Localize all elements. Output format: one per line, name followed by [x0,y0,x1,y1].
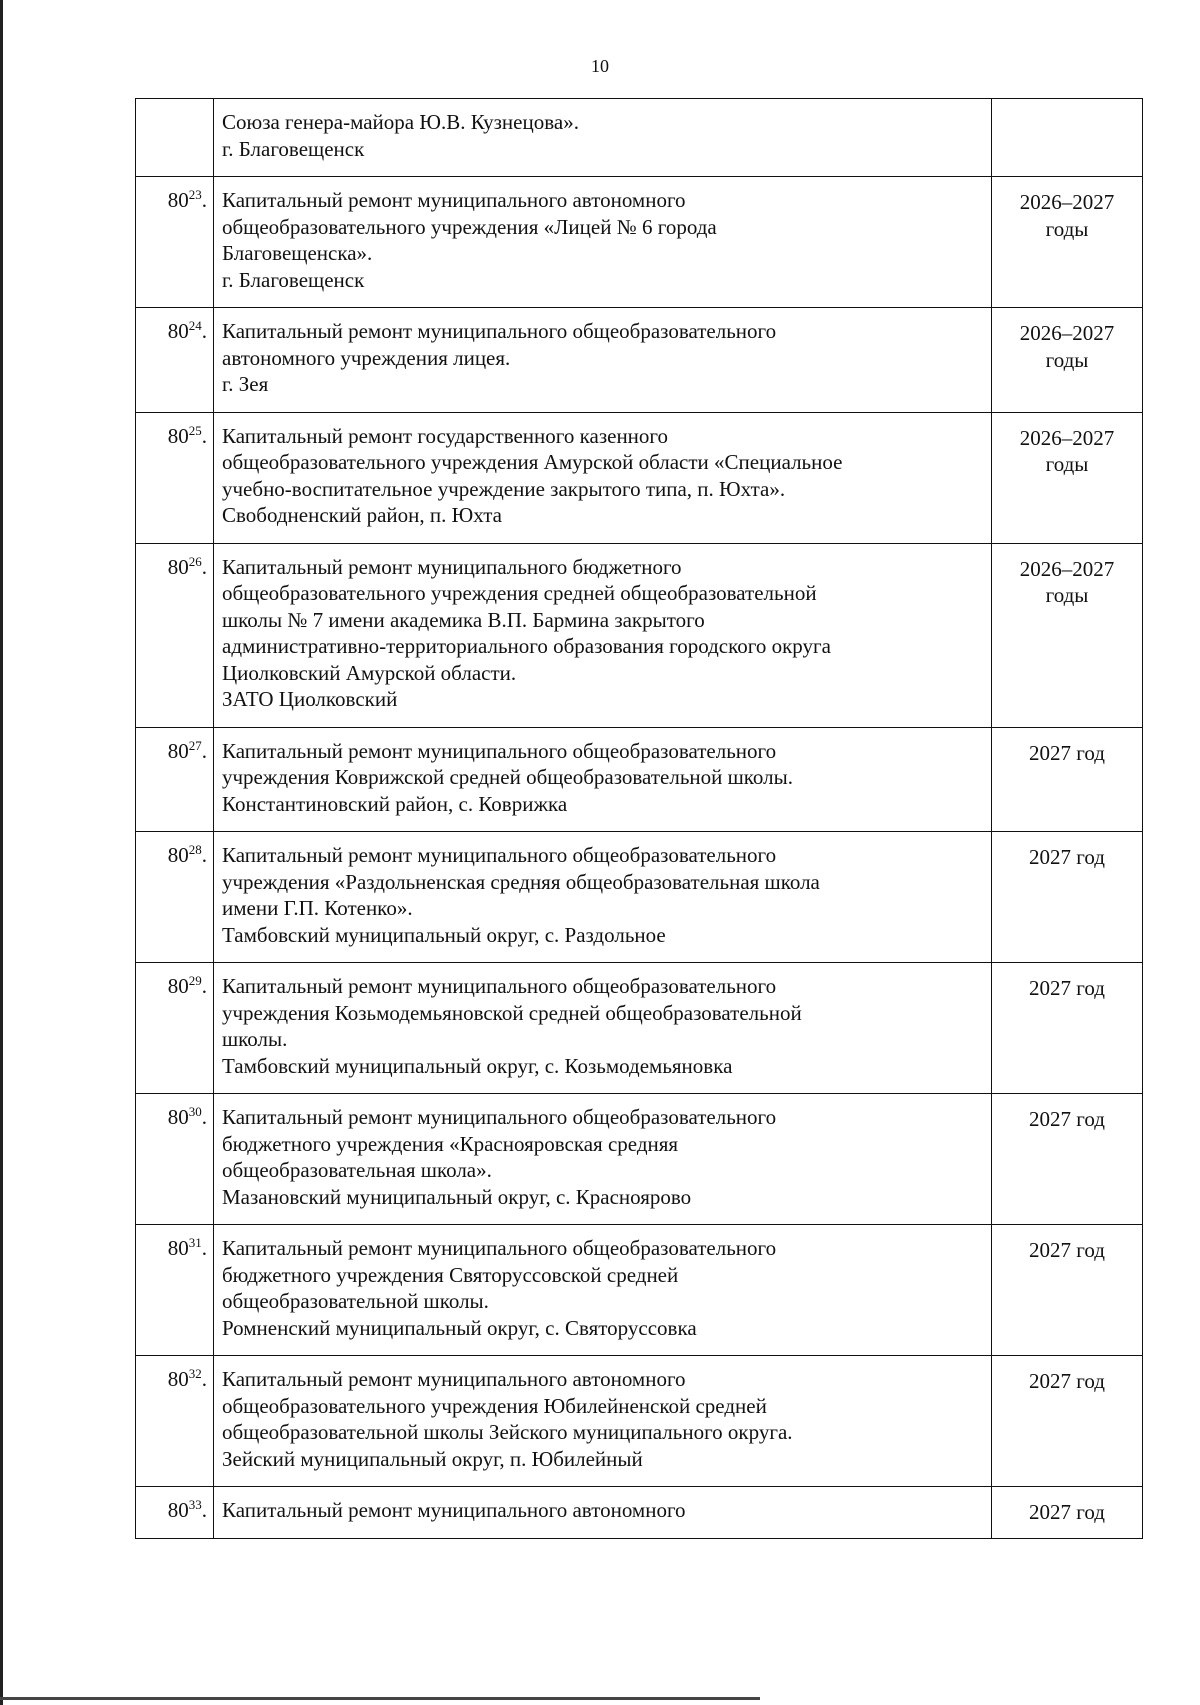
row-number-dot: . [201,1236,207,1260]
row-number-dot: . [201,843,207,867]
description-line: общеобразовательного учреждения средней общеобразовательной [222,581,817,605]
row-number-base: 80 [167,188,189,212]
row-number [136,727,214,832]
description-line: общеобразовательного учреждения «Лицей № 6 города [222,214,717,239]
table-row [136,1356,1143,1487]
description-line: Капитальный ремонт муниципального общеобразовательного [222,738,777,763]
work-term [992,1487,1143,1539]
description-line: Благовещенска». [222,241,373,265]
table-row [136,177,1143,308]
description-line: Союза генера-майора Ю.В. Кузнецова». [222,110,579,134]
row-number-superscript: 26 [188,553,202,569]
table-row [136,963,1143,1094]
row-number-base: 80 [167,738,189,763]
scan-left-edge [0,0,3,1705]
table-row [136,1094,1143,1225]
work-term [992,177,1143,308]
term-line: годы [1045,583,1089,607]
row-number-superscript: 32 [188,1366,202,1381]
description-line: г. Благовещенск [222,267,365,292]
row-number [136,1094,214,1225]
work-term [992,412,1143,543]
description-line: г. Зея [222,372,269,396]
row-number-dot: . [201,1367,207,1391]
term-line: 2027 год [1029,1369,1105,1393]
term-line: 2026–2027 [1019,321,1115,345]
term-line: годы [1045,347,1089,372]
row-number-dot: . [201,554,207,579]
description-line: общеобразовательного учреждения Амурской области «Специальное [222,450,843,474]
row-number-superscript: 27 [188,737,202,753]
term-line: 2027 год [1029,1238,1105,1262]
row-number [136,308,214,413]
description-line: Тамбовский муниципальный округ, с. Козьмодемьяновка [222,1053,733,1078]
work-term [992,1356,1143,1487]
work-term [992,308,1143,413]
work-description [214,1225,992,1356]
term-line: годы [1045,216,1089,241]
row-number-base: 80 [167,423,189,448]
work-description [214,727,992,832]
description-line: общеобразовательная школа». [222,1158,492,1182]
term-line: 2026–2027 [1019,556,1115,581]
description-line: общеобразовательного учреждения Юбилейненской средней [222,1393,767,1418]
description-line: бюджетного учреждения «Краснояровская средняя [222,1131,679,1156]
row-number-dot: . [201,974,207,998]
term-line: 2027 год [1029,845,1105,869]
row-number-base: 80 [167,554,189,579]
description-line: Ромненский муниципальный округ, с. Святоруссовка [222,1315,697,1340]
description-line: Капитальный ремонт муниципального автономного [222,188,686,212]
description-line: учреждения Козьмодемьяновской средней общеобразовательной [222,1000,802,1025]
row-number-base: 80 [167,1105,189,1129]
description-line: бюджетного учреждения Святоруссовской средней [222,1262,679,1287]
row-number [136,1487,214,1539]
description-line: Капитальный ремонт муниципального автономного [222,1367,686,1391]
row-number [136,412,214,543]
row-number [136,99,214,177]
description-line: школы. [222,1027,288,1051]
description-line: Капитальный ремонт муниципального бюджетного [222,554,682,579]
term-line: 2027 год [1029,1107,1105,1131]
work-term [992,727,1143,832]
row-number [136,1356,214,1487]
description-line: Капитальный ремонт муниципального общеобразовательного [222,843,777,867]
table-row [136,832,1143,963]
term-line: 2026–2027 [1019,190,1115,214]
row-number-dot: . [201,319,207,343]
work-term [992,1225,1143,1356]
work-term [992,543,1143,727]
description-line: учебно-воспитательное учреждение закрытого типа, п. Юхта». [222,476,786,501]
work-description [214,412,992,543]
row-number-base: 80 [167,974,189,998]
description-line: Капитальный ремонт муниципального автономного [222,1498,686,1522]
row-number-superscript: 23 [188,187,202,202]
row-number-superscript: 30 [188,1104,202,1119]
description-line: школы № 7 имени академика В.П. Бармина закрытого [222,607,705,632]
table-row [136,727,1143,832]
description-line: автономного учреждения лицея. [222,345,511,370]
table-row [136,1225,1143,1356]
row-number-base: 80 [167,1498,189,1522]
description-line: Капитальный ремонт государственного казенного [222,423,669,448]
row-number-superscript: 33 [188,1497,202,1512]
table-row [136,543,1143,727]
description-line: Свободненский район, п. Юхта [222,503,502,527]
description-line: ЗАТО Циолковский [222,687,398,711]
row-number-superscript: 29 [188,973,202,988]
term-line: 2026–2027 [1019,425,1115,450]
row-number-dot: . [201,738,207,763]
row-number-superscript: 28 [188,842,202,857]
description-line: имени Г.П. Котенко». [222,896,413,920]
row-number-superscript: 31 [188,1235,202,1250]
description-line: Зейский муниципальный округ, п. Юбилейный [222,1446,643,1471]
description-line: учреждения «Раздольненская средняя общеобразовательная школа [222,869,820,894]
table-row [136,412,1143,543]
work-description [214,1094,992,1225]
description-line: Мазановский муниципальный округ, с. Красноярово [222,1184,692,1209]
row-number [136,177,214,308]
description-line: Тамбовский муниципальный округ, с. Раздольное [222,922,666,947]
description-line: общеобразовательной школы Зейского муниципального округа. [222,1420,793,1444]
table-row [136,99,1143,177]
work-description [214,963,992,1094]
row-number-dot: . [201,423,207,448]
row-number-dot: . [201,1105,207,1129]
description-line: г. Благовещенск [222,136,365,161]
description-line: административно-территориального образования городского округа [222,634,831,658]
work-term [992,832,1143,963]
description-line: общеобразовательной школы. [222,1289,489,1313]
work-description [214,99,992,177]
description-line: Константиновский район, с. Коврижка [222,791,568,816]
description-line: Капитальный ремонт муниципального общеобразовательного [222,319,777,343]
row-number [136,543,214,727]
term-line: 2027 год [1029,976,1105,1000]
work-description [214,832,992,963]
row-number-dot: . [201,188,207,212]
scan-bottom-edge [0,1697,760,1700]
work-description [214,543,992,727]
row-number-superscript: 25 [188,422,202,438]
description-line: Капитальный ремонт муниципального общеобразовательного [222,974,777,998]
page-number: 10 [591,56,609,76]
work-description [214,1487,992,1539]
row-number [136,1225,214,1356]
row-number [136,832,214,963]
work-description [214,177,992,308]
row-number [136,963,214,1094]
term-line: 2027 год [1029,1500,1105,1524]
work-term [992,963,1143,1094]
term-line: 2027 год [1029,740,1105,765]
description-line: учреждения Коврижской средней общеобразовательной школы. [222,765,793,789]
row-number-superscript: 24 [188,318,202,333]
work-description [214,308,992,413]
row-number-base: 80 [167,319,189,343]
row-number-base: 80 [167,843,189,867]
work-term [992,1094,1143,1225]
description-line: Капитальный ремонт муниципального общеобразовательного [222,1105,777,1129]
work-description [214,1356,992,1487]
row-number-base: 80 [167,1367,189,1391]
table-row [136,1487,1143,1539]
works-table-body [136,99,1143,1539]
table-row [136,308,1143,413]
description-line: Капитальный ремонт муниципального общеобразовательного [222,1236,777,1260]
description-line: Циолковский Амурской области. [222,660,517,685]
row-number-dot: . [201,1498,207,1522]
works-table [135,98,1143,1539]
row-number-base: 80 [167,1236,189,1260]
work-term [992,99,1143,177]
term-line: годы [1045,452,1089,476]
